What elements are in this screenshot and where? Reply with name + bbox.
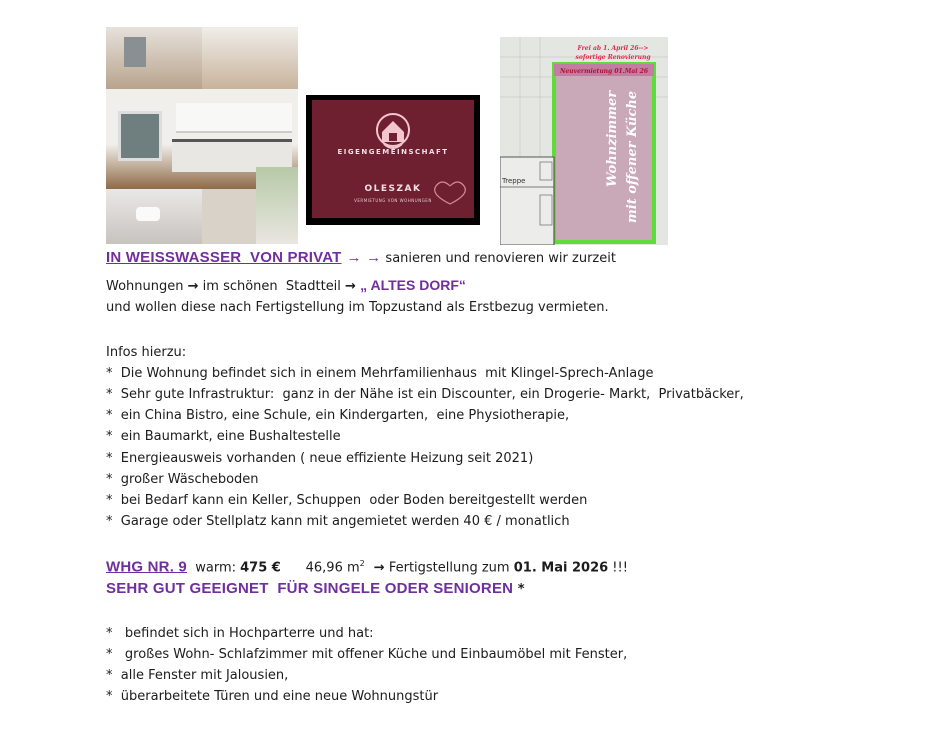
company-logo xyxy=(306,95,480,225)
plan-note-renovation: sofortige Renovierung xyxy=(575,54,651,61)
ready-date: 01. Mai 2026 xyxy=(513,560,609,576)
plan-note-free: Frei ab 1. April 26--> xyxy=(577,45,649,52)
plan-stairs-label: Treppe xyxy=(502,177,526,185)
photo-window xyxy=(124,37,146,67)
info-item: * Garage oder Stellplatz kann mit angemietet werden 40 € / monatlich xyxy=(106,514,570,529)
intro-line1-rest: sanieren und renovieren wir zurzeit xyxy=(381,251,616,266)
logo-name: OLESZAK xyxy=(364,184,422,194)
info-item: * bei Bedarf kann ein Keller, Schuppen oder Boden bereitgestellt werden xyxy=(106,493,588,508)
photo-room-2 xyxy=(202,27,298,89)
warm-label: warm: xyxy=(186,560,241,576)
district-name: „ ALTES DORF“ xyxy=(360,277,466,293)
intro-line2-b: im schönen Stadtteil xyxy=(198,279,346,294)
suited-text: SEHR GUT GEEIGNET FÜR SINGELE ODER SENIOREN xyxy=(106,580,514,597)
size-unit-sup: 2 xyxy=(359,559,365,568)
logo-arc-text: EIGENGEMEINSCHAFT xyxy=(337,148,449,156)
photo-kitchen-cabinets xyxy=(176,103,292,133)
plan-room-sublabel: mit offener Küche xyxy=(625,90,640,223)
info-item: * großer Wäscheboden xyxy=(106,472,259,487)
info-item: * Die Wohnung befindet sich in einem Mehrfamilienhaus mit Klingel-Sprech-Anlage xyxy=(106,366,654,381)
info-item: * ein Baumarkt, eine Bushaltestelle xyxy=(106,429,341,444)
intro-line-1 xyxy=(106,250,616,267)
info-item: * Sehr gute Infrastruktur: ganz in der Nähe ist ein Discounter, ein Drogerie- Markt, Privatbäcker, xyxy=(106,387,744,402)
offer-line xyxy=(106,556,628,576)
suited-star: * xyxy=(513,582,525,597)
logo-subtitle: VERMIETUNG VON WOHNUNGEN xyxy=(354,198,432,203)
plan-room-label: Wohnzimmer xyxy=(605,90,620,187)
photo-sink xyxy=(136,207,160,221)
photo-room-1 xyxy=(106,27,202,89)
intro-arrow-2: → xyxy=(345,279,356,294)
unit-number: WHG NR. 9 xyxy=(106,558,187,576)
intro-arrows: → → xyxy=(346,249,382,266)
offer-arrow: → xyxy=(364,560,385,576)
info-item: * ein China Bistro, eine Schule, ein Kindergarten, eine Physiotherapie, xyxy=(106,408,570,423)
intro-arrow: → xyxy=(187,279,199,294)
feature-item: * befindet sich in Hochparterre und hat: xyxy=(106,626,374,641)
feature-item: * überarbeitete Türen und eine neue Wohnungstür xyxy=(106,689,439,704)
apartment-size: 46,96 m xyxy=(280,560,360,576)
intro-line-2 xyxy=(106,277,466,295)
apartment-photo-collage xyxy=(106,27,298,244)
ready-label: Fertigstellung zum xyxy=(384,560,514,576)
photo-window-2 xyxy=(256,167,298,244)
info-item: * Energieausweis vorhanden ( neue effiziente Heizung seit 2021) xyxy=(106,451,534,466)
feature-item: * großes Wohn- Schlafzimmer mit offener Küche und Einbaumöbel mit Fenster, xyxy=(106,647,628,662)
photo-kitchen-window xyxy=(118,111,162,161)
intro-heading: IN WEISSWASSER VON PRIVAT xyxy=(106,249,342,266)
plan-note-rental: Neuvermietung 01.Mai 26 xyxy=(559,68,649,75)
warm-price: 475 € xyxy=(240,560,281,576)
intro-line2-a: Wohnungen xyxy=(106,279,188,294)
floor-plan-image xyxy=(500,37,668,245)
suited-line xyxy=(106,581,525,598)
intro-line-3: und wollen diese nach Fertigstellung im Topzustand als Erstbezug vermieten. xyxy=(106,300,609,315)
exclaim: !!! xyxy=(608,560,628,576)
infos-title: Infos hierzu: xyxy=(106,345,187,360)
feature-item: * alle Fenster mit Jalousien, xyxy=(106,668,289,683)
